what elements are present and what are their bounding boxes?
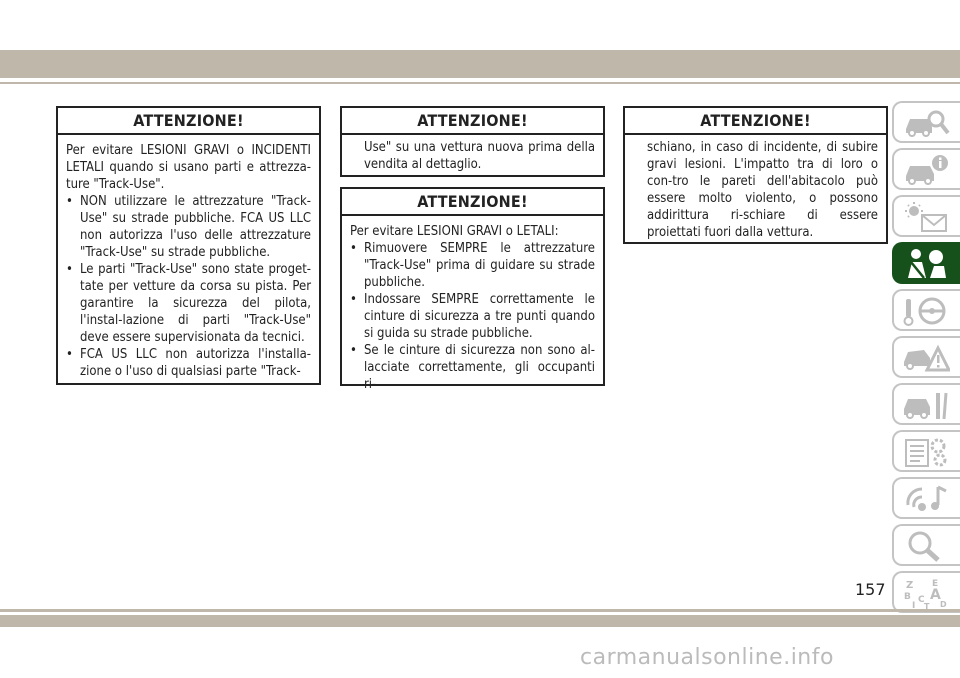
- list-item: • NON utilizzare le attrezzature "Track-Use" su strade pubbliche. FCA US LLC non autorizza l'uso delle attrezzature "Track-Use" su strade pubbliche.: [66, 193, 311, 261]
- index-letter: T: [924, 602, 930, 609]
- warning-box-1: [56, 106, 321, 385]
- car-accident-warning-icon: [902, 342, 950, 374]
- tab-car-info[interactable]: [892, 148, 960, 190]
- tab-car-search[interactable]: [892, 101, 960, 143]
- warning-title: ATTENZIONE!: [342, 189, 603, 216]
- index-letter: I: [912, 601, 916, 609]
- warning-title: ATTENZIONE!: [625, 108, 886, 135]
- seatbelt-airbag-icon: [902, 248, 950, 280]
- index-letter: Z: [906, 580, 914, 591]
- warning-list: [66, 193, 311, 380]
- warning-body: [625, 135, 886, 247]
- index-letter: C: [918, 595, 925, 605]
- tab-search[interactable]: [892, 524, 960, 566]
- warning-intro: Per evitare LESIONI GRAVI o INCIDENTI LETALI quando si usano parti e attrezza-ture "Track-Use".: [66, 143, 311, 192]
- footer-band: [0, 615, 960, 627]
- tab-starting-driving[interactable]: [892, 289, 960, 331]
- tab-safety[interactable]: [892, 242, 960, 284]
- warning-body: [58, 135, 319, 386]
- warning-intro: Per evitare LESIONI GRAVI o LETALI:: [350, 224, 559, 239]
- warning-body: [342, 216, 603, 399]
- car-info-icon: [902, 154, 950, 186]
- index-letter: A: [930, 587, 941, 603]
- tab-maintenance[interactable]: [892, 383, 960, 425]
- warning-body: [342, 135, 603, 179]
- multimedia-music-icon: [902, 483, 950, 515]
- footer-rule: [0, 609, 960, 612]
- tab-warning-lights[interactable]: [892, 195, 960, 237]
- index-letter: D: [940, 600, 947, 609]
- index-letter: B: [904, 592, 911, 602]
- index-letter: E: [932, 579, 939, 589]
- warning-box-3: [340, 187, 605, 392]
- header-band: [0, 50, 960, 78]
- list-item: • Rimuovere SEMPRE le attrezzature "Track-Use" prima di guidare su strade pubbliche.: [350, 240, 595, 291]
- list-item: • Se le cinture di sicurezza non sono al-lacciate correttamente, gli occupanti ri-: [350, 342, 595, 393]
- list-item: • FCA US LLC non autorizza l'installa-zione o l'uso di qualsiasi parte "Track-: [66, 346, 311, 380]
- alphabetical-index-icon: [902, 577, 950, 609]
- list-item: • Indossare SEMPRE correttamente le cinture di sicurezza a tre punti quando si guida su strade pubbliche.: [350, 291, 595, 342]
- chapter-nav: [887, 101, 960, 618]
- tab-emergency[interactable]: [892, 336, 960, 378]
- tab-multimedia[interactable]: [892, 477, 960, 519]
- specs-gears-icon: [902, 436, 950, 468]
- search-index-icon: [902, 530, 950, 562]
- warning-continuation: Use" su una vettura nuova prima della vendita al dettaglio.: [364, 140, 595, 172]
- warning-box-4: [623, 106, 888, 244]
- car-search-icon: [902, 107, 950, 139]
- tab-alphabetical-index[interactable]: [892, 571, 960, 613]
- tab-technical-specs[interactable]: [892, 430, 960, 472]
- page-number: 157: [855, 580, 886, 599]
- warning-continuation: schiano, in caso di incidente, di subire gravi lesioni. L'impatto tra di loro o con-tro le pareti dell'abitacolo può essere molto violento, o possono addirittura ri-schiare di essere proiettati fuori dalla vettura.: [647, 140, 878, 240]
- warning-title: ATTENZIONE!: [58, 108, 319, 135]
- car-tools-icon: [902, 389, 950, 421]
- warning-list: [350, 240, 595, 393]
- warning-lights-message-icon: [902, 201, 950, 233]
- warning-title: ATTENZIONE!: [342, 108, 603, 135]
- header-rule: [0, 82, 960, 84]
- key-steering-wheel-icon: [902, 295, 950, 327]
- watermark: carmanualsonline.info: [580, 645, 834, 670]
- warning-box-2: [340, 106, 605, 177]
- list-item: • Le parti "Track-Use" sono state proget-tate per vetture da corsa su pista. Per garantire la sicurezza del pilota, l'instal-lazione di parti "Track-Use" deve essere supervisionata da tecnici.: [66, 261, 311, 346]
